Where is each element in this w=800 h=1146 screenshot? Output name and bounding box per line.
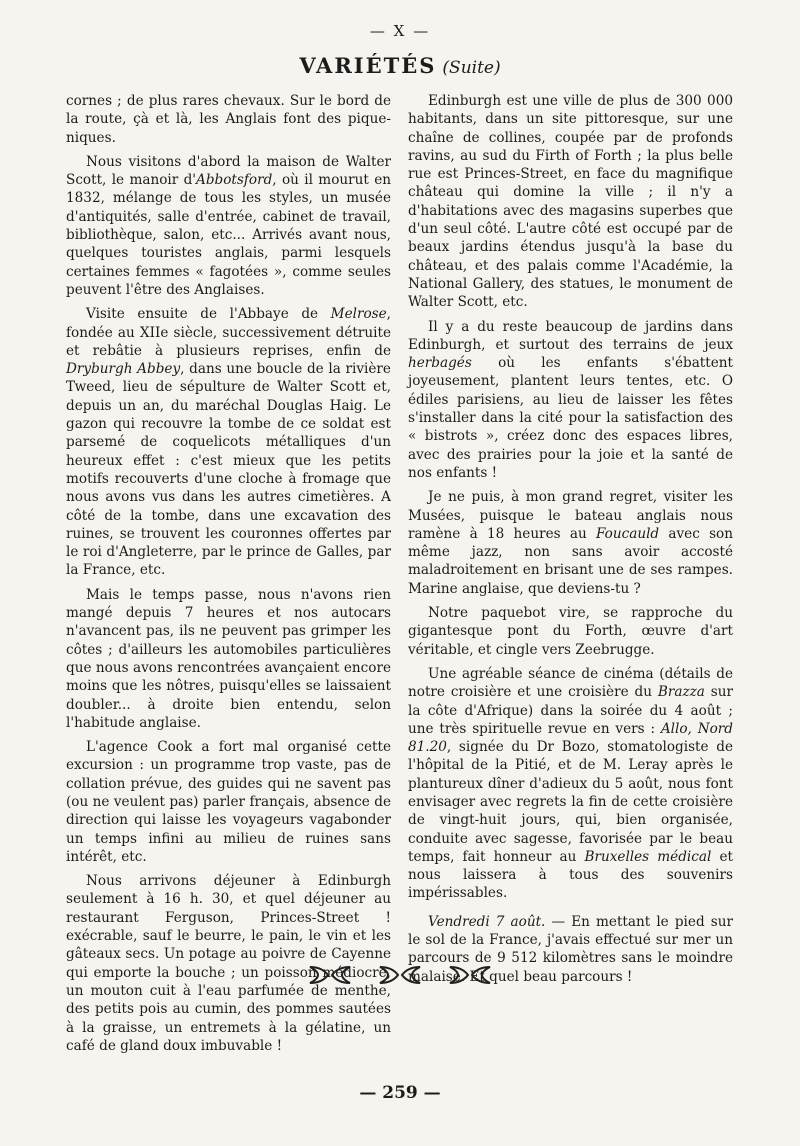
- paragraph: Nous arrivons déjeuner à Edinburgh seulement à 16 h. 30, et quel déjeuner au restaurant Ferguson, Princes-Street ! exécrable, sauf le beurre, le pain, le vin et les gâteaux secs. Un potage au poivre de Cayenne qui emporte la bouche ; un poisson médiocre, un mouton cuit à l'eau parfumée de menthe, des petits pois au cumin, des pommes sautées à la graisse, un entremets à la gélatine, un café de gland doux imbuvable !: [66, 873, 391, 1054]
- paragraph: L'agence Cook a fort mal organisé cette excursion : un programme trop vaste, pas de collation prévue, des guides qui ne savent pas (ou ne veulent pas) parler français, absence de direction qui laisse les voyageurs vagabonder un temps infini au milieu de ruines sans intérêt, etc.: [66, 739, 391, 865]
- paragraph: cornes ; de plus rares chevaux. Sur le bord de la route, çà et là, les Anglais font des pique-niques.: [66, 93, 391, 146]
- paragraph: Mais le temps passe, nous n'avons rien mangé depuis 7 heures et nos autocars n'avancent pas, ils ne peuvent pas grimper les côtes ; d'ailleurs les automobiles particulières que nous avons rencontrées avançaient encore moins que les nôtres, puisqu'elles se laissaient doubler... à droite bien entendu, selon l'habitude anglaise.: [66, 586, 391, 731]
- title-text: VARIÉTÉS: [299, 53, 437, 78]
- title-suffix: (Suite): [442, 58, 501, 78]
- left-column: [66, 92, 391, 1061]
- paragraph: Une agréable séance de cinéma (détails de notre croisière et une croisière du Brazza sur la côte d'Afrique) dans la soirée du 4 août ; une très spirituelle revue en vers : Allo, Nord 81.20, signée du Dr Bozo, stomatologiste de l'hôpital de la Pitié, et de M. Leray après le plantureux dîner d'adieux du 5 août, nous font envisager avec regrets la fin de cette croisière de vingt-huit jours, qui, bien organisée, conduite avec sagesse, favorisée par le beau temps, fait honneur au Bruxelles médical et nous laissera à tous des souvenirs impérissables.: [408, 665, 733, 902]
- paragraph: Il y a du reste beaucoup de jardins dans Edinburgh, et surtout des terrains de jeux herbagés où les enfants s'ébattent joyeusement, plantent leurs tentes, etc. O édiles parisiens, au lieu de laisser les fêtes s'installer dans la cité pour la satisfaction des « bistrots », créez donc des espaces libres, avec des prairies pour la joie et la santé de nos enfants !: [408, 318, 733, 481]
- fleuron-icon: [448, 963, 492, 987]
- paragraph: Je ne puis, à mon grand regret, visiter les Musées, puisque le bateau anglais nous ramène à 18 heures au Foucauld avec son même jazz, non sans avoir accosté maladroitement en brisant une de ses rampes. Marine anglaise, que deviens-tu ?: [408, 489, 733, 597]
- fleuron-icon: [308, 963, 352, 987]
- section-title: [0, 53, 800, 78]
- paragraph: Vendredi 7 août. — En mettant le pied sur le sol de la France, j'avais effectué sur mer un parcours de 9 512 kilomètres sans le moindre malaise. Et quel beau parcours !: [408, 913, 733, 985]
- paragraph: Edinburgh est une ville de plus de 300 000 habitants, dans un site pittoresque, sur une chaîne de collines, coupée par de profonds ravins, au sud du Firth of Forth ; la plus belle rue est Princes-Street, en face du magnifique château qui domine la ville ; il n'y a d'habitations avec des magasins superbes que d'un seul côté. L'autre côté est occupé par de beaux jardins étendus jusqu'à la base du château, et des palais comme l'Académie, la National Gallery, des statues, le monument de Walter Scott, etc.: [408, 93, 733, 311]
- page-number: — 259 —: [359, 1083, 441, 1103]
- right-column: [408, 92, 733, 992]
- paragraph: Notre paquebot vire, se rapproche du gigantesque pont du Forth, œuvre d'art véritable, et cingle vers Zeebrugge.: [408, 605, 733, 658]
- fleuron-icon: [378, 963, 422, 987]
- paragraph: Visite ensuite de l'Abbaye de Melrose, fondée au XIIe siècle, successivement détruite et rebâtie à plusieurs reprises, enfin de Dryburgh Abbey, dans une boucle de la rivière Tweed, lieu de sépulture de Walter Scott et, depuis un an, du maréchal Douglas Haig. Le gazon qui recouvre la tombe de ce soldat est parsemé de coquelicots métalliques d'un heureux effet : c'est mieux que les petits motifs recouverts d'une cloche à fromage que nous avons vus dans les autres cimetières. A côté de la tombe, dans une excavation des ruines, se trouvent les couronnes offertes par le roi d'Angleterre, par le prince de Galles, par la France, etc.: [66, 306, 391, 579]
- ornament-divider: [0, 963, 800, 987]
- paragraph: Nous visitons d'abord la maison de Walter Scott, le manoir d'Abbotsford, où il mourut en 1832, mélange de tous les styles, un musée d'antiquités, salle d'entrée, cabinet de travail, bibliothèque, salon, etc... Arrivés avant nous, quelques touristes anglais, parmi lesquels certaines femmes « fagotées », comme seules peuvent l'être des Anglaises.: [66, 153, 391, 298]
- section-marker: — X —: [369, 22, 431, 40]
